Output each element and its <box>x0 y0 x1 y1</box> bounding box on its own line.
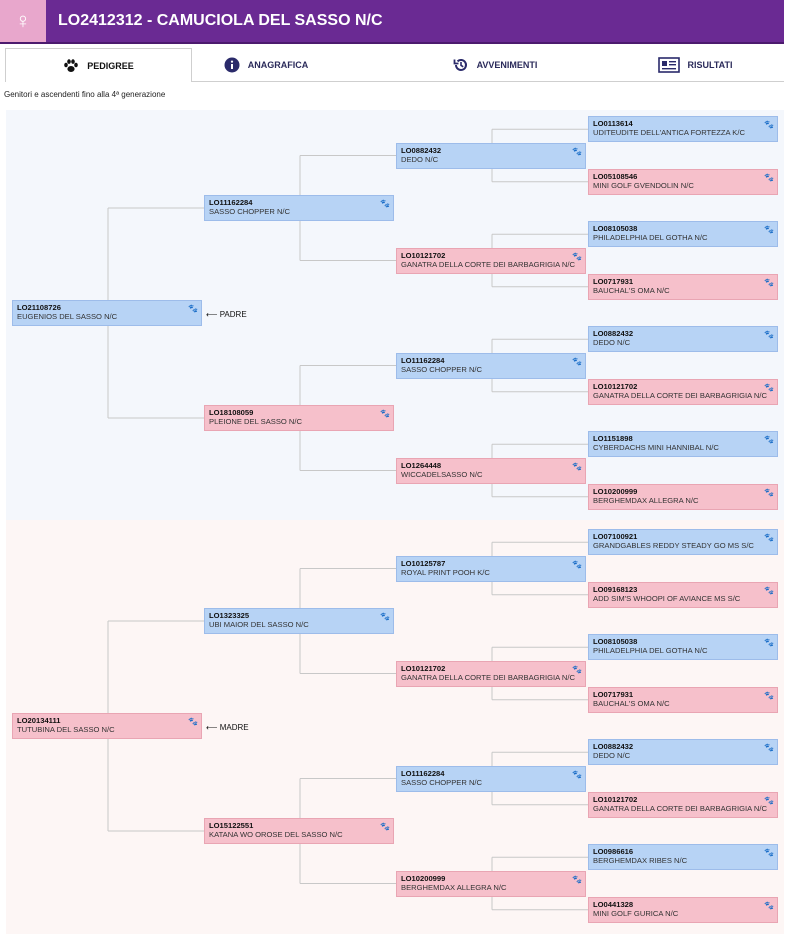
dog-name: SASSO CHOPPER N/C <box>209 207 291 216</box>
dog-registration-code[interactable]: LO10200999 <box>401 873 446 883</box>
paw-icon[interactable]: 🐾 <box>764 900 774 910</box>
dog-name: BAUCHAL'S OMA N/C <box>593 285 670 295</box>
dog-registration-code[interactable]: LO07100921 <box>593 532 638 542</box>
paw-icon[interactable]: 🐾 <box>764 435 774 445</box>
dog-registration-code[interactable]: LO0882432 <box>593 329 634 339</box>
pedigree-dog-card[interactable] <box>588 116 778 142</box>
paw-icon[interactable]: 🐾 <box>380 612 390 621</box>
pedigree-dog-card[interactable] <box>588 687 778 713</box>
pedigree-dog-card[interactable] <box>396 661 586 687</box>
paw-icon[interactable]: 🐾 <box>764 277 774 287</box>
pedigree-dog-card[interactable] <box>588 274 778 300</box>
page-title: LO2412312 - CAMUCIOLA DEL SASSO N/C <box>58 12 383 29</box>
dog-registration-code[interactable]: LO05108546 <box>593 171 638 181</box>
dog-name: CYBERDACHS MINI HANNIBAL N/C <box>593 443 719 453</box>
dog-name: KATANA WO OROSE DEL SASSO N/C <box>209 830 343 839</box>
dog-registration-code[interactable]: LO1323325 <box>209 611 250 620</box>
pedigree-dog-card[interactable] <box>588 792 778 818</box>
dog-registration-code[interactable]: LO10121702 <box>401 663 446 673</box>
dog-name: GANATRA DELLA CORTE DEI BARBAGRIGIA N/C <box>401 672 575 682</box>
paw-icon[interactable]: 🐾 <box>764 848 774 858</box>
pedigree-dog-card[interactable] <box>204 818 394 844</box>
pedigree-dog-card[interactable] <box>204 405 394 431</box>
pedigree-dog-card[interactable] <box>204 608 394 634</box>
dog-name: ROYAL PRINT POOH K/C <box>401 567 490 577</box>
pedigree-dog-card[interactable] <box>588 326 778 352</box>
paw-icon[interactable]: 🐾 <box>764 382 774 392</box>
paw-icon[interactable]: 🐾 <box>764 330 774 340</box>
dog-name: BAUCHAL'S OMA N/C <box>593 698 670 708</box>
dog-name: ADD SIM'S WHOOPI OF AVIANCE MS S/C <box>593 593 741 603</box>
dog-registration-code[interactable]: LO08105038 <box>593 637 638 647</box>
paw-icon[interactable]: 🐾 <box>764 585 774 595</box>
dog-registration-code[interactable]: LO11162284 <box>401 768 445 778</box>
paw-icon[interactable]: 🐾 <box>764 690 774 700</box>
dog-name: WICCADELSASSO N/C <box>401 469 483 479</box>
dog-registration-code[interactable]: LO10121702 <box>401 250 446 260</box>
dog-name: UBI MAIOR DEL SASSO N/C <box>209 620 309 629</box>
pedigree-dog-card[interactable] <box>396 248 586 274</box>
pedigree-dog-card[interactable] <box>12 300 202 326</box>
dog-registration-code[interactable]: LO10200999 <box>593 486 638 496</box>
dog-name: BERGHEMDAX ALLEGRA N/C <box>401 882 507 892</box>
dog-registration-code[interactable]: LO15122551 <box>209 821 254 830</box>
paw-icon[interactable]: 🐾 <box>764 225 774 235</box>
dog-name: DEDO N/C <box>593 751 631 761</box>
dog-registration-code[interactable]: LO0441328 <box>593 899 634 909</box>
dog-registration-code[interactable]: LO1151898 <box>593 434 633 444</box>
dog-registration-code[interactable]: LO09168123 <box>593 584 638 594</box>
paw-icon[interactable]: 🐾 <box>572 146 582 156</box>
tab-label: RISULTATI <box>687 60 733 70</box>
dog-registration-code[interactable]: LO10125787 <box>401 558 446 568</box>
dog-name: GRANDGABLES REDDY STEADY GO MS S/C <box>593 541 754 551</box>
dog-registration-code[interactable]: LO0113614 <box>593 119 633 129</box>
dog-name: MINI GOLF GURICA N/C <box>593 908 679 918</box>
dog-name: EUGENIOS DEL SASSO N/C <box>17 312 118 321</box>
dog-name: DEDO N/C <box>401 154 439 164</box>
paw-icon[interactable]: 🐾 <box>572 251 582 261</box>
dog-registration-code[interactable]: LO21108726 <box>17 303 61 312</box>
paw-icon[interactable]: 🐾 <box>764 120 774 130</box>
paw-icon[interactable]: 🐾 <box>764 487 774 497</box>
paw-icon[interactable]: 🐾 <box>764 533 774 543</box>
dog-registration-code[interactable]: LO1264448 <box>401 460 442 470</box>
pedigree-dog-card[interactable] <box>204 195 394 221</box>
dog-registration-code[interactable]: LO0882432 <box>593 742 634 752</box>
dog-name: SASSO CHOPPER N/C <box>401 364 483 374</box>
dog-registration-code[interactable]: LO10121702 <box>593 381 638 391</box>
dog-name: PHILADELPHIA DEL GOTHA N/C <box>593 646 708 656</box>
dog-registration-code[interactable]: LO0717931 <box>593 689 634 699</box>
dog-name: PLEIONE DEL SASSO N/C <box>209 417 302 426</box>
paw-icon[interactable]: 🐾 <box>764 638 774 648</box>
pedigree-dog-card[interactable] <box>396 871 586 897</box>
paw-icon[interactable]: 🐾 <box>572 874 582 884</box>
dog-registration-code[interactable]: LO10121702 <box>593 794 638 804</box>
dog-registration-code[interactable]: LO11162284 <box>401 355 445 365</box>
pedigree-dog-card[interactable] <box>588 529 778 555</box>
dog-registration-code[interactable]: LO08105038 <box>593 224 638 234</box>
paw-icon[interactable]: 🐾 <box>572 356 582 366</box>
dog-name: GANATRA DELLA CORTE DEI BARBAGRIGIA N/C <box>401 259 575 269</box>
tab-label: PEDIGREE <box>87 60 134 71</box>
pedigree-dog-card[interactable] <box>396 458 586 484</box>
pedigree-dog-card[interactable] <box>588 169 778 195</box>
female-icon: ♀ <box>0 0 46 42</box>
pedigree-dog-card[interactable] <box>588 739 778 765</box>
pedigree-dog-card[interactable] <box>588 897 778 923</box>
dog-name: DEDO N/C <box>593 338 631 348</box>
paw-icon[interactable]: 🐾 <box>764 172 774 182</box>
paw-icon[interactable]: 🐾 <box>380 199 390 208</box>
pedigree-dog-card[interactable] <box>396 143 586 169</box>
dog-registration-code[interactable]: LO0717931 <box>593 276 634 286</box>
paw-icon[interactable]: 🐾 <box>764 795 774 805</box>
dog-name: GANATRA DELLA CORTE DEI BARBAGRIGIA N/C <box>593 803 767 813</box>
paw-icon[interactable]: 🐾 <box>380 822 390 831</box>
paw-icon[interactable]: 🐾 <box>572 664 582 674</box>
paw-icon[interactable]: 🐾 <box>572 769 582 779</box>
paw-icon[interactable]: 🐾 <box>572 461 582 471</box>
dog-name: BERGHEMDAX RIBES N/C <box>593 856 688 866</box>
dog-name: TUTUBINA DEL SASSO N/C <box>17 725 115 734</box>
mother-label: ⟵ MADRE <box>206 723 249 732</box>
dog-registration-code[interactable]: LO0882432 <box>401 145 442 155</box>
pedigree-dog-card[interactable] <box>12 713 202 739</box>
pedigree-dog-card[interactable] <box>396 556 586 582</box>
paw-icon[interactable]: 🐾 <box>188 717 198 726</box>
dog-registration-code[interactable]: LO11162284 <box>209 198 253 207</box>
paw-icon[interactable]: 🐾 <box>188 304 198 313</box>
dog-name: UDITEUDITE DELL'ANTICA FORTEZZA K/C <box>593 128 745 138</box>
pedigree-dog-card[interactable] <box>396 353 586 379</box>
dog-name: GANATRA DELLA CORTE DEI BARBAGRIGIA N/C <box>593 390 767 400</box>
paw-icon[interactable]: 🐾 <box>380 409 390 418</box>
pedigree-dog-card[interactable] <box>396 766 586 792</box>
pedigree-dog-card[interactable] <box>588 844 778 870</box>
tab-label: AVVENIMENTI <box>476 60 538 70</box>
pedigree-dog-card[interactable] <box>588 484 778 510</box>
pedigree-dog-card[interactable] <box>588 431 778 457</box>
dog-name: PHILADELPHIA DEL GOTHA N/C <box>593 233 708 243</box>
pedigree-subtitle: Genitori e ascendenti fino alla 4ª generazione <box>4 90 166 99</box>
pedigree-dog-card[interactable] <box>588 634 778 660</box>
dog-registration-code[interactable]: LO20134111 <box>17 716 61 725</box>
dog-name: MINI GOLF GVENDOLIN N/C <box>593 180 694 190</box>
pedigree-dog-card[interactable] <box>588 221 778 247</box>
pedigree-dog-card[interactable] <box>588 379 778 405</box>
dog-name: BERGHEMDAX ALLEGRA N/C <box>593 495 699 505</box>
dog-registration-code[interactable]: LO0986616 <box>593 847 634 857</box>
paw-icon[interactable]: 🐾 <box>764 743 774 753</box>
pedigree-dog-card[interactable] <box>588 582 778 608</box>
dog-registration-code[interactable]: LO18108059 <box>209 408 254 417</box>
tab-label: ANAGRAFICA <box>247 60 309 70</box>
father-label: ⟵ PADRE <box>206 310 247 319</box>
dog-name: SASSO CHOPPER N/C <box>401 777 483 787</box>
paw-icon[interactable]: 🐾 <box>572 559 582 569</box>
